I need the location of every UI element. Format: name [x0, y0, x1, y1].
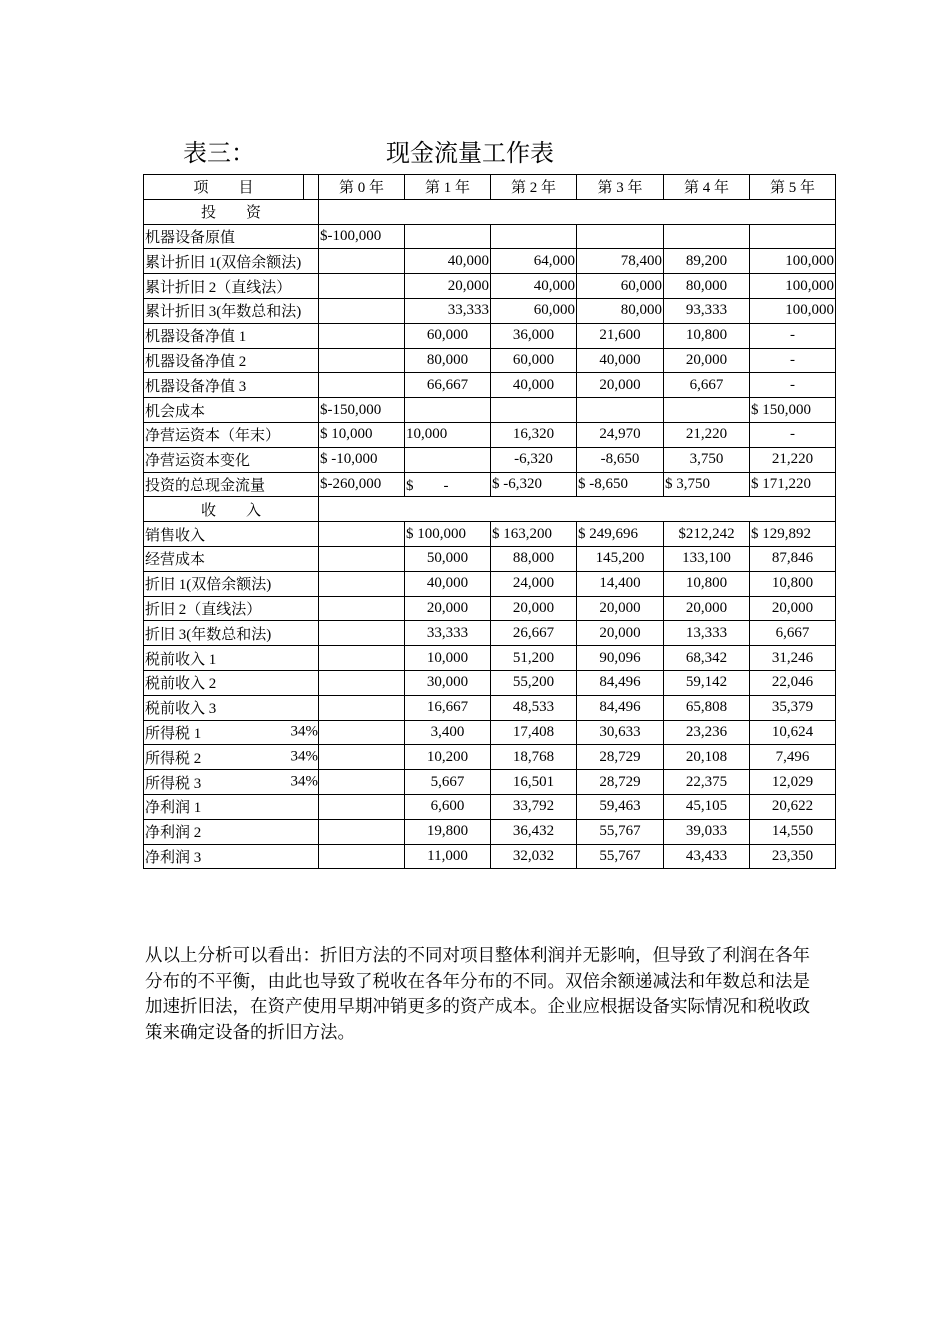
table-cell: 84,496 [577, 695, 664, 720]
table-cell: 80,000 [664, 274, 750, 299]
table-cell [319, 794, 405, 819]
row-label: 折旧 1(双倍余额法) [145, 577, 272, 594]
table-cell: 48,533 [491, 695, 577, 720]
table-row [144, 720, 836, 745]
row-label: 累计折旧 3(年数总和法) [145, 304, 302, 321]
table-cell [750, 224, 836, 249]
header-year-0: 第 0 年 [319, 175, 405, 200]
table-cell [491, 224, 577, 249]
section-income-row-label: 收 入 [144, 497, 319, 522]
table-cell: 93,333 [664, 298, 750, 323]
row-label-cell [144, 373, 319, 398]
table-cell: 60,000 [491, 348, 577, 373]
row-label: 机器设备净值 2 [145, 353, 247, 370]
table-row [144, 546, 836, 571]
row-label-cell [144, 794, 319, 819]
header-year-1: 第 1 年 [405, 175, 491, 200]
table-cell: 80,000 [577, 298, 664, 323]
table-cell: $ 100,000 [405, 522, 491, 547]
row-label-cell [144, 398, 319, 423]
table-caption-label: 表三： [183, 139, 255, 167]
table-cell: 40,000 [405, 249, 491, 274]
table-cell: 12,029 [750, 770, 836, 795]
table-row [144, 670, 836, 695]
table-row [144, 844, 836, 869]
table-cell: 19,800 [405, 819, 491, 844]
table-cell [319, 571, 405, 596]
header-year-5: 第 5 年 [750, 175, 836, 200]
row-label: 机器设备原值 [145, 229, 236, 246]
table-cell: 21,220 [664, 422, 750, 447]
row-label-cell [144, 323, 319, 348]
table-cell: 10,800 [750, 571, 836, 596]
row-label: 净利润 1 [145, 800, 202, 817]
row-label: 净利润 2 [145, 825, 202, 842]
table-cell: 80,000 [405, 348, 491, 373]
tax-rate: 34% [290, 723, 318, 740]
section-invest-row [144, 199, 836, 224]
table-cell [319, 249, 405, 274]
table-cell: 10,200 [405, 745, 491, 770]
table-cell: 16,667 [405, 695, 491, 720]
table-cell: 66,667 [405, 373, 491, 398]
table-cell: 36,432 [491, 819, 577, 844]
table-cell: 21,220 [750, 447, 836, 472]
table-cell: 14,550 [750, 819, 836, 844]
table-cell: $-260,000 [319, 472, 405, 497]
table-cell: 21,600 [577, 323, 664, 348]
table-cell [319, 274, 405, 299]
table-cell: 30,000 [405, 670, 491, 695]
table-cell: $ 150,000 [750, 398, 836, 423]
row-label: 机会成本 [145, 403, 206, 420]
row-label-cell [144, 224, 319, 249]
row-label-cell [144, 695, 319, 720]
row-label: 累计折旧 2（直线法） [145, 279, 292, 296]
table-row [144, 596, 836, 621]
table-cell: 133,100 [664, 546, 750, 571]
table-cell: 26,667 [491, 621, 577, 646]
table-row [144, 646, 836, 671]
table-row [144, 249, 836, 274]
table-cell [319, 522, 405, 547]
table-cell: 36,000 [491, 323, 577, 348]
table-cell: 59,142 [664, 670, 750, 695]
table-cell [664, 224, 750, 249]
table-cell: 68,342 [664, 646, 750, 671]
table-cell [319, 323, 405, 348]
header-year-4: 第 4 年 [664, 175, 750, 200]
table-row [144, 274, 836, 299]
row-label: 折旧 3(年数总和法) [145, 626, 272, 643]
table-cell: 28,729 [577, 770, 664, 795]
row-label: 所得税 3 [145, 775, 202, 792]
table-cell: 20,000 [664, 596, 750, 621]
table-cell: 59,463 [577, 794, 664, 819]
table-cell: 33,792 [491, 794, 577, 819]
row-label: 所得税 1 [145, 725, 202, 742]
table-cell: 6,667 [750, 621, 836, 646]
table-cell: $ 163,200 [491, 522, 577, 547]
table-cell: 11,000 [405, 844, 491, 869]
table-cell: 100,000 [750, 298, 836, 323]
table-cell: 20,000 [577, 373, 664, 398]
table-cell: - [750, 422, 836, 447]
table-cell: $ 10,000 [319, 422, 405, 447]
table-cell [405, 447, 491, 472]
table-cell: 10,800 [664, 323, 750, 348]
table-cell: 23,236 [664, 720, 750, 745]
table-cell: 33,333 [405, 298, 491, 323]
table-cell: 20,622 [750, 794, 836, 819]
table-cell: 22,046 [750, 670, 836, 695]
table-cell: 40,000 [405, 571, 491, 596]
table-cell: 24,000 [491, 571, 577, 596]
table-cell: 88,000 [491, 546, 577, 571]
table-cell: $ 3,750 [664, 472, 750, 497]
row-label-cell [144, 274, 319, 299]
table-row [144, 819, 836, 844]
table-row [144, 571, 836, 596]
table-cell: 24,970 [577, 422, 664, 447]
table-cell: - [750, 348, 836, 373]
table-cell: 20,000 [577, 596, 664, 621]
table-cell: 89,200 [664, 249, 750, 274]
table-cell: 17,408 [491, 720, 577, 745]
table-row [144, 373, 836, 398]
table-cell [319, 819, 405, 844]
table-cell: 33,333 [405, 621, 491, 646]
table-cell [319, 670, 405, 695]
table-cell [405, 398, 491, 423]
row-label-cell [144, 571, 319, 596]
row-label: 经营成本 [145, 552, 206, 569]
section-income-row-blank [319, 497, 836, 522]
table-cell [491, 398, 577, 423]
table-cell: 10,624 [750, 720, 836, 745]
row-label: 净营运资本（年末） [145, 428, 281, 445]
table-title: 现金流量工作表 [386, 139, 554, 167]
row-label: 折旧 2（直线法） [145, 601, 262, 618]
table-row [144, 794, 836, 819]
table-cell: $ 129,892 [750, 522, 836, 547]
table-row [144, 348, 836, 373]
table-cell: 18,768 [491, 745, 577, 770]
table-cell: 60,000 [491, 298, 577, 323]
row-label-cell [144, 298, 319, 323]
table-cell: 6,667 [664, 373, 750, 398]
table-cell: 39,033 [664, 819, 750, 844]
table-row [144, 447, 836, 472]
table-cell: 28,729 [577, 745, 664, 770]
table-cell: 7,496 [750, 745, 836, 770]
table-cell: 20,000 [405, 596, 491, 621]
table-cell: 35,379 [750, 695, 836, 720]
table-cell: 20,000 [664, 348, 750, 373]
table-cell: 30,633 [577, 720, 664, 745]
row-label-cell [144, 670, 319, 695]
tax-rate: 34% [290, 748, 318, 765]
row-label: 机器设备净值 1 [145, 329, 247, 346]
conclusion-paragraph: 从以上分析可以看出：折旧方法的不同对项目整体利润并无影响，但导致了利润在各年分布的不平衡，由此也导致了税收在各年分布的不同。双倍余额递减法和年数总和法是加速折旧法，在资产使用早期冲销更多的资产成本。企业应根据设备实际情况和税收政策来确定设备的折旧方法。 [145, 946, 810, 1043]
table-cell: -8,650 [577, 447, 664, 472]
table-cell: 3,750 [664, 447, 750, 472]
row-label: 累计折旧 1(双倍余额法) [145, 254, 302, 271]
table-cell [319, 770, 405, 795]
table-cell: 20,000 [750, 596, 836, 621]
table-row [144, 472, 836, 497]
table-cell: $-100,000 [319, 224, 405, 249]
row-label-cell [144, 819, 319, 844]
row-label-cell [144, 348, 319, 373]
row-label: 税前收入 3 [145, 701, 217, 718]
table-cell: 10,800 [664, 571, 750, 596]
table-cell: 20,108 [664, 745, 750, 770]
table-cell: 84,496 [577, 670, 664, 695]
table-cell: 14,400 [577, 571, 664, 596]
table-cell: $ -8,650 [577, 472, 664, 497]
table-cell: 100,000 [750, 274, 836, 299]
row-label: 投资的总现金流量 [145, 477, 266, 494]
row-label-cell [144, 621, 319, 646]
table-cell: 40,000 [491, 373, 577, 398]
table-cell: 16,501 [491, 770, 577, 795]
row-label: 净利润 3 [145, 849, 202, 866]
table-cell: 45,105 [664, 794, 750, 819]
table-cell: 64,000 [491, 249, 577, 274]
table-cell: 5,667 [405, 770, 491, 795]
table-cell: 13,333 [664, 621, 750, 646]
table-cell: - [750, 323, 836, 348]
table-cell: 40,000 [577, 348, 664, 373]
table-cell: 60,000 [405, 323, 491, 348]
table-cell: 60,000 [577, 274, 664, 299]
table-row [144, 695, 836, 720]
table-cell: $ -10,000 [319, 447, 405, 472]
table-cell: 87,846 [750, 546, 836, 571]
table-cell [319, 695, 405, 720]
row-label-cell [144, 447, 319, 472]
table-cell: 16,320 [491, 422, 577, 447]
section-invest-row-blank [319, 199, 836, 224]
table-cell: 40,000 [491, 274, 577, 299]
table-cell: 20,000 [405, 274, 491, 299]
cash-flow-table [143, 174, 836, 869]
table-cell [319, 844, 405, 869]
row-label: 税前收入 2 [145, 676, 217, 693]
table-cell: 32,032 [491, 844, 577, 869]
table-row [144, 224, 836, 249]
row-label-cell [144, 472, 319, 497]
table-cell: 78,400 [577, 249, 664, 274]
row-label: 机器设备净值 3 [145, 378, 247, 395]
table-row [144, 323, 836, 348]
table-cell: $212,242 [664, 522, 750, 547]
table-cell: 55,200 [491, 670, 577, 695]
table-cell [405, 224, 491, 249]
row-label-cell [144, 770, 319, 795]
header-item-cell: 项 目 [144, 175, 304, 200]
row-label-cell [144, 745, 319, 770]
table-cell: 100,000 [750, 249, 836, 274]
table-cell: 3,400 [405, 720, 491, 745]
row-label-cell [144, 522, 319, 547]
row-label-cell [144, 546, 319, 571]
table-cell: - [750, 373, 836, 398]
row-label-cell [144, 249, 319, 274]
row-label: 所得税 2 [145, 750, 202, 767]
table-cell: 55,767 [577, 844, 664, 869]
table-row [144, 422, 836, 447]
table-row [144, 745, 836, 770]
table-cell: $ - [405, 472, 491, 497]
table-cell: 31,246 [750, 646, 836, 671]
table-cell: $ -6,320 [491, 472, 577, 497]
row-label: 净营运资本变化 [145, 453, 251, 470]
table-cell [319, 298, 405, 323]
table-cell: $ 249,696 [577, 522, 664, 547]
table-cell [319, 621, 405, 646]
row-label-cell [144, 422, 319, 447]
table-row [144, 298, 836, 323]
table-cell: 10,000 [405, 422, 491, 447]
table-cell: 20,000 [577, 621, 664, 646]
table-row [144, 522, 836, 547]
header-row [144, 175, 836, 200]
section-invest-row-label: 投 资 [144, 199, 319, 224]
table-cell: 90,096 [577, 646, 664, 671]
table-cell: $ 171,220 [750, 472, 836, 497]
table-cell: 43,433 [664, 844, 750, 869]
table-cell: 20,000 [491, 596, 577, 621]
table-cell [319, 373, 405, 398]
table-cell: 50,000 [405, 546, 491, 571]
table-cell [319, 546, 405, 571]
row-label-cell [144, 646, 319, 671]
table-cell: 10,000 [405, 646, 491, 671]
row-label: 销售收入 [145, 527, 206, 544]
table-row [144, 621, 836, 646]
table-cell: -6,320 [491, 447, 577, 472]
table-cell [319, 646, 405, 671]
tax-rate: 34% [290, 773, 318, 790]
table-cell: 51,200 [491, 646, 577, 671]
table-cell: 65,808 [664, 695, 750, 720]
row-label-cell [144, 844, 319, 869]
table-cell: 22,375 [664, 770, 750, 795]
row-label-cell [144, 720, 319, 745]
section-income-row [144, 497, 836, 522]
table-cell [664, 398, 750, 423]
table-row [144, 770, 836, 795]
header-spacer-cell [304, 175, 319, 200]
table-cell: $-150,000 [319, 398, 405, 423]
table-cell: 145,200 [577, 546, 664, 571]
table-cell [577, 398, 664, 423]
row-label-cell [144, 596, 319, 621]
row-label: 税前收入 1 [145, 651, 217, 668]
table-cell [319, 720, 405, 745]
header-year-3: 第 3 年 [577, 175, 664, 200]
table-cell [319, 596, 405, 621]
table-row [144, 398, 836, 423]
table-cell: 6,600 [405, 794, 491, 819]
header-year-2: 第 2 年 [491, 175, 577, 200]
table-cell: 55,767 [577, 819, 664, 844]
table-cell [319, 348, 405, 373]
table-cell [577, 224, 664, 249]
table-cell [319, 745, 405, 770]
table-cell: 23,350 [750, 844, 836, 869]
